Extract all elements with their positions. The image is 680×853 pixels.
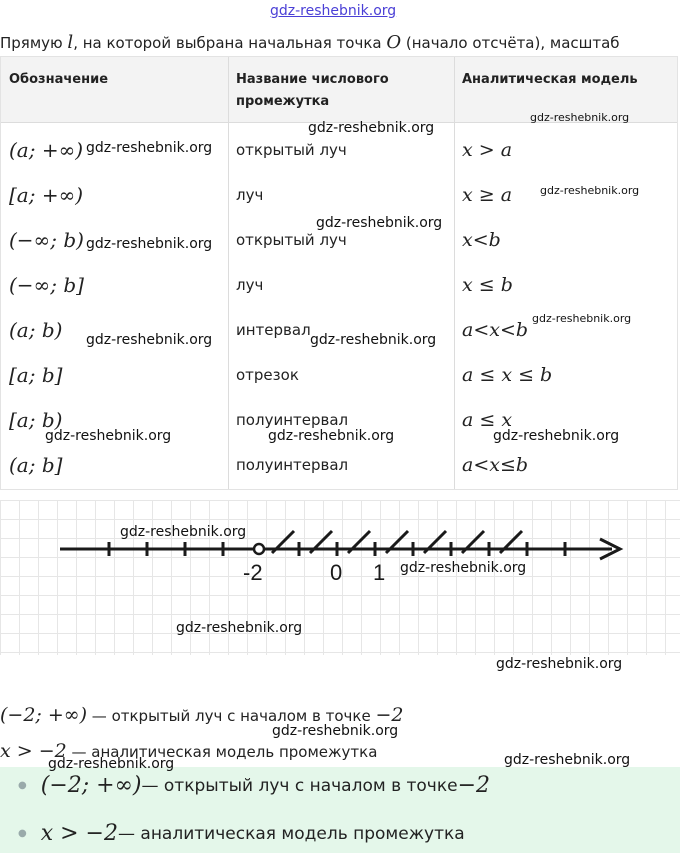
model-cell: a ≤ x xyxy=(462,408,513,431)
watermark: gdz-reshebnik.org xyxy=(530,111,630,124)
watermark: gdz-reshebnik.org xyxy=(86,236,213,252)
number-line xyxy=(0,500,680,655)
watermark: gdz-reshebnik.org xyxy=(308,120,435,136)
watermark: gdz-reshebnik.org xyxy=(316,215,443,231)
solution-point: −2 xyxy=(375,704,404,726)
open-point-marker xyxy=(254,544,264,554)
label-zero: 0 xyxy=(330,560,343,585)
notation-cell: (−∞; b] xyxy=(9,272,84,297)
model-cell: a ≤ x ≤ b xyxy=(462,363,553,386)
watermark: gdz-reshebnik.org xyxy=(504,752,631,768)
intro-text xyxy=(0,32,680,53)
notation-cell: [a; b) xyxy=(9,407,63,432)
solution-interval: (−2; +∞) xyxy=(0,704,88,726)
line-symbol: l xyxy=(67,32,74,53)
intro-text-after: (начало отсчёта), масштаб xyxy=(401,34,620,52)
watermark-top-link[interactable]: gdz-reshebnik.org xyxy=(270,3,397,19)
bullet-icon: ● xyxy=(18,780,27,791)
watermark: gdz-reshebnik.org xyxy=(176,620,303,636)
notation-cell: [a; +∞) xyxy=(9,182,84,207)
origin-symbol: O xyxy=(386,32,402,53)
name-cell: полуинтервал xyxy=(236,410,349,429)
name-cell: открытый луч xyxy=(236,140,347,159)
answer-interval: (−2; +∞) xyxy=(40,773,142,798)
watermark: gdz-reshebnik.org xyxy=(45,428,172,444)
model-cell: a<x≤b xyxy=(462,453,529,476)
solution-text: — открытый луч с началом в точке xyxy=(87,707,376,725)
name-cell: интервал xyxy=(236,320,311,339)
notation-cell: (a; b] xyxy=(9,452,63,477)
name-cell: полуинтервал xyxy=(236,455,349,474)
watermark: gdz-reshebnik.org xyxy=(120,524,247,540)
name-cell: луч xyxy=(236,275,264,294)
model-cell: x<b xyxy=(462,228,501,251)
model-cell: x > a xyxy=(462,138,513,161)
answer-item-2 xyxy=(18,821,465,846)
watermark: gdz-reshebnik.org xyxy=(400,560,527,576)
model-cell: x ≥ a xyxy=(462,183,513,206)
bullet-icon: ● xyxy=(18,828,27,839)
notation-cell: (a; +∞) xyxy=(9,137,84,162)
answer-text: — аналитическая модель промежутка xyxy=(118,823,465,844)
watermark: gdz-reshebnik.org xyxy=(86,140,213,156)
solution-text: — аналитическая модель промежутка xyxy=(66,743,378,761)
name-cell: открытый луч xyxy=(236,230,347,249)
notation-cell: (a; b) xyxy=(9,317,63,342)
watermark: gdz-reshebnik.org xyxy=(540,184,640,197)
header-model: Аналитическая модель xyxy=(462,72,638,87)
number-line-figure xyxy=(0,500,680,655)
name-cell: отрезок xyxy=(236,365,299,384)
answer-point: −2 xyxy=(457,773,491,798)
table-row xyxy=(1,442,677,487)
intro-text-middle: , на которой выбрана начальная точка xyxy=(73,34,387,52)
model-cell: a<x<b xyxy=(462,318,529,341)
watermark: gdz-reshebnik.org xyxy=(310,332,437,348)
model-cell: x ≤ b xyxy=(462,273,513,296)
label-minus-two: -2 xyxy=(243,560,263,585)
watermark: gdz-reshebnik.org xyxy=(268,428,395,444)
watermark: gdz-reshebnik.org xyxy=(48,756,175,772)
watermark: gdz-reshebnik.org xyxy=(493,428,620,444)
notation-cell: [a; b] xyxy=(9,362,63,387)
watermark: gdz-reshebnik.org xyxy=(86,332,213,348)
answer-item-1 xyxy=(18,773,490,798)
watermark: gdz-reshebnik.org xyxy=(272,723,399,739)
header-notation: Обозначение xyxy=(9,72,109,87)
label-one: 1 xyxy=(373,560,386,585)
answer-inequality: x > −2 xyxy=(40,821,118,846)
intro-text-before: Прямую xyxy=(0,34,68,52)
answer-box xyxy=(0,767,680,853)
notation-cell: (−∞; b) xyxy=(9,227,84,252)
watermark: gdz-reshebnik.org xyxy=(496,656,623,672)
table-row xyxy=(1,262,677,307)
answer-text: — открытый луч с началом в точке xyxy=(141,775,458,796)
table-row xyxy=(1,352,677,397)
header-name: Название числового промежутка xyxy=(236,72,389,109)
solution-inequality: x > −2 xyxy=(0,740,67,762)
watermark: gdz-reshebnik.org xyxy=(532,312,632,325)
name-cell: луч xyxy=(236,185,264,204)
